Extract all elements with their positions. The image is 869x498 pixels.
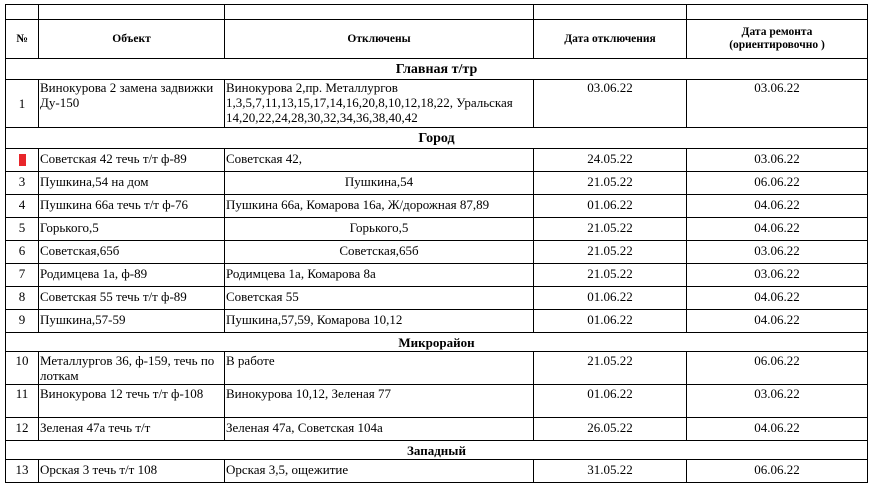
section-row-city [6, 128, 868, 149]
row-repair-date: 04.06.22 [687, 310, 868, 333]
row-off-date: 01.06.22 [534, 195, 687, 218]
table-row [6, 149, 868, 172]
row-num: 6 [6, 241, 39, 264]
row-disconnected: Пушкина,57,59, Комарова 10,12 [225, 310, 534, 333]
header-object: Объект [39, 20, 225, 59]
row-object: Орская 3 течь т/т 108 [39, 460, 225, 483]
row-object: Пушкина,57-59 [39, 310, 225, 333]
row-off-date: 21.05.22 [534, 264, 687, 287]
row-off-date: 26.05.22 [534, 418, 687, 441]
table-row [6, 352, 868, 385]
row-off-date: 21.05.22 [534, 241, 687, 264]
header-disconnected: Отключены [225, 20, 534, 59]
row-object: Пушкина,54 на дом [39, 172, 225, 195]
row-num: 7 [6, 264, 39, 287]
row-num: 11 [6, 385, 39, 418]
row-disconnected: Советская 55 [225, 287, 534, 310]
row-off-date: 01.06.22 [534, 287, 687, 310]
header-repair-date-line1: Дата ремонта [741, 26, 813, 38]
row-off-date: 21.05.22 [534, 218, 687, 241]
row-off-date: 21.05.22 [534, 172, 687, 195]
section-title: Микрорайон [6, 333, 868, 352]
section-row-west [6, 441, 868, 460]
row-off-date: 31.05.22 [534, 460, 687, 483]
row-object: Родимцева 1а, ф-89 [39, 264, 225, 287]
section-row-micro [6, 333, 868, 352]
row-disconnected: Зеленая 47а, Советская 104а [225, 418, 534, 441]
row-num: 8 [6, 287, 39, 310]
row-num: 4 [6, 195, 39, 218]
row-disconnected: Винокурова 2,пр. Металлургов 1,3,5,7,11,13,15,17,14,16,20,8,10,12,18,22, Уральская 14,20,22,24,28,30,32,34,36,38,40,42 [225, 80, 534, 128]
row-repair-date: 04.06.22 [687, 195, 868, 218]
row-num: 1 [6, 80, 39, 128]
row-object: Советская 42 течь т/т ф-89 [39, 149, 225, 172]
row-disconnected: Горького,5 [225, 218, 534, 241]
row-disconnected: Советская 42, [225, 149, 534, 172]
row-num: 5 [6, 218, 39, 241]
row-object: Советская,65б [39, 241, 225, 264]
section-row-main [6, 59, 868, 80]
row-disconnected: Советская,65б [225, 241, 534, 264]
row-repair-date: 06.06.22 [687, 172, 868, 195]
table-row [6, 218, 868, 241]
header-off-date: Дата отключения [534, 20, 687, 59]
header-num: № [6, 20, 39, 59]
row-disconnected: Пушкина,54 [225, 172, 534, 195]
row-repair-date: 03.06.22 [687, 80, 868, 128]
row-repair-date: 04.06.22 [687, 287, 868, 310]
row-off-date: 21.05.22 [534, 352, 687, 385]
table-row [6, 460, 868, 483]
row-repair-date: 03.06.22 [687, 385, 868, 418]
header-row [6, 20, 868, 59]
row-object: Зеленая 47а течь т/т [39, 418, 225, 441]
row-num-highlighted [6, 149, 39, 172]
highlight-mark [19, 154, 26, 166]
table-row [6, 264, 868, 287]
table-row [6, 418, 868, 441]
row-num: 13 [6, 460, 39, 483]
table-row [6, 80, 868, 128]
table-row [6, 310, 868, 333]
row-object: Винокурова 2 замена задвижки Ду-150 [39, 80, 225, 128]
row-off-date: 01.06.22 [534, 310, 687, 333]
row-object: Металлургов 36, ф-159, течь по лоткам [39, 352, 225, 385]
outage-table [5, 4, 868, 483]
header-repair-date [687, 20, 868, 59]
row-repair-date: 03.06.22 [687, 149, 868, 172]
row-repair-date: 06.06.22 [687, 352, 868, 385]
row-disconnected: Орская 3,5, ощежитие [225, 460, 534, 483]
row-repair-date: 04.06.22 [687, 218, 868, 241]
row-repair-date: 04.06.22 [687, 418, 868, 441]
table-row [6, 195, 868, 218]
section-title: Западный [6, 441, 868, 460]
section-title: Город [6, 128, 868, 149]
table-row [6, 385, 868, 418]
row-disconnected: Пушкина 66а, Комарова 16а, Ж/дорожная 87,89 [225, 195, 534, 218]
row-disconnected: Винокурова 10,12, Зеленая 77 [225, 385, 534, 418]
header-repair-date-line2: (ориентировочно ) [729, 39, 825, 51]
row-off-date: 01.06.22 [534, 385, 687, 418]
row-num: 9 [6, 310, 39, 333]
row-off-date: 24.05.22 [534, 149, 687, 172]
row-repair-date: 03.06.22 [687, 241, 868, 264]
row-repair-date: 03.06.22 [687, 264, 868, 287]
table-row [6, 172, 868, 195]
row-num: 12 [6, 418, 39, 441]
row-object: Горького,5 [39, 218, 225, 241]
row-disconnected: В работе [225, 352, 534, 385]
table-row [6, 287, 868, 310]
row-num: 10 [6, 352, 39, 385]
row-disconnected: Родимцева 1а, Комарова 8а [225, 264, 534, 287]
row-num: 3 [6, 172, 39, 195]
section-title: Главная т/тр [6, 59, 868, 80]
row-object: Винокурова 12 течь т/т ф-108 [39, 385, 225, 418]
row-object: Пушкина 66а течь т/т ф-76 [39, 195, 225, 218]
row-object: Советская 55 течь т/т ф-89 [39, 287, 225, 310]
blank-row [6, 5, 868, 20]
row-repair-date: 06.06.22 [687, 460, 868, 483]
row-off-date: 03.06.22 [534, 80, 687, 128]
table-row [6, 241, 868, 264]
